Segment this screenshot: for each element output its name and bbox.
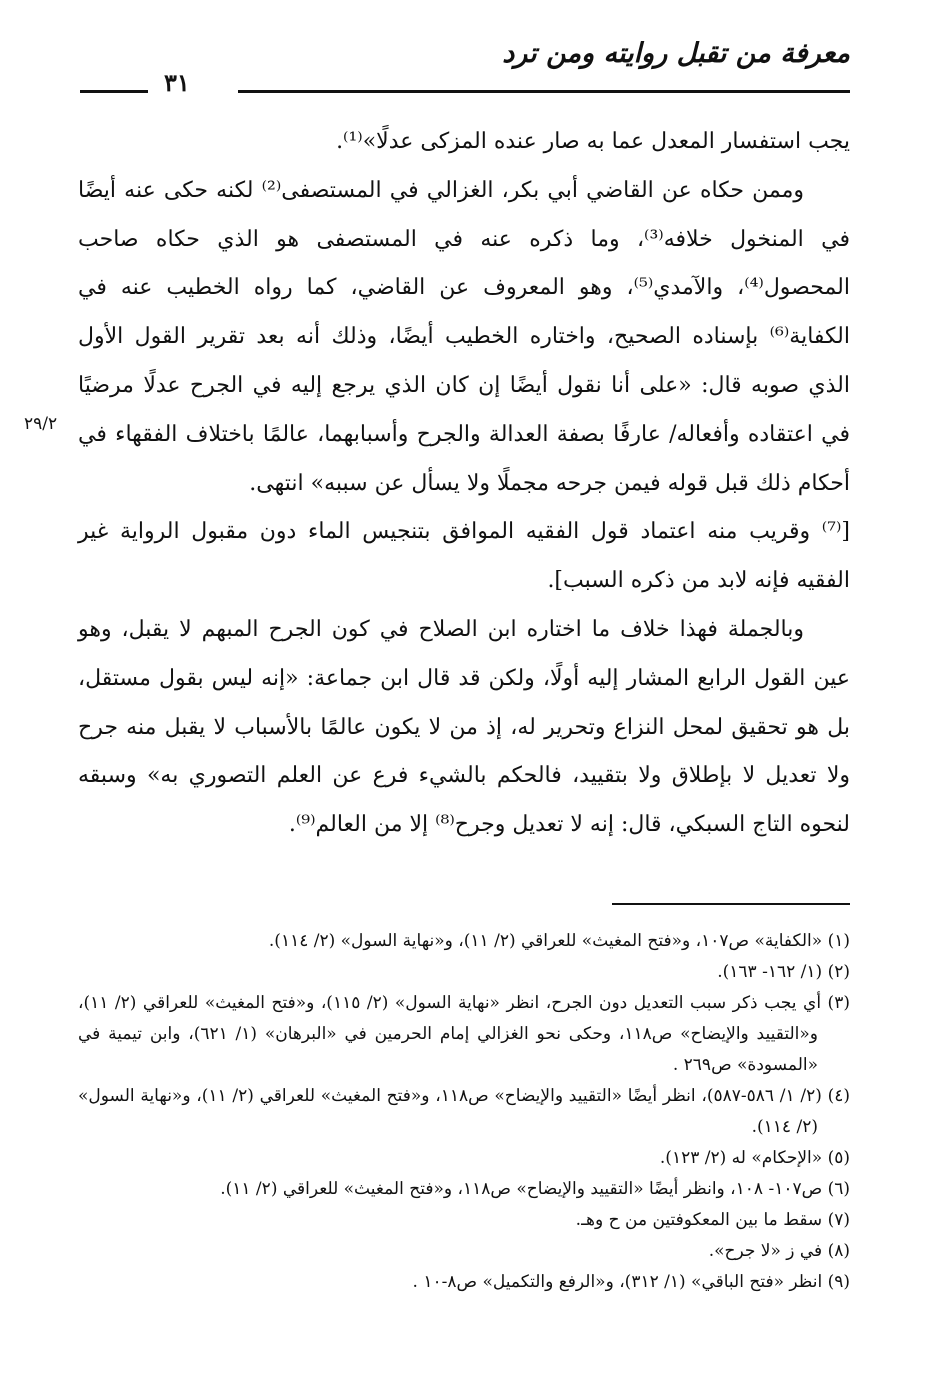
header-rule [238,90,850,93]
manuscript-folio-marker: ٢٩/٢ [24,414,58,434]
footnote: (١) «الكفاية» ص١٠٧، و«فتح المغيث» للعراقي (٢/ ١١)، و«نهاية السول» (٢/ ١١٤). [268,931,850,951]
footnote: (٦) ص١٠٧- ١٠٨، وانظر أيضًا «التقييد والإيضاح» ص١١٨، و«فتح المغيث» للعراقي (٢/ ١١). [220,1179,850,1199]
footnote: (٩) انظر «فتح الباقي» (١/ ٣١٢)، و«الرفع والتكميل» ص٨-١٠ . [412,1272,850,1292]
running-title: معرفة من تقبل روايته ومن ترد [502,38,850,69]
paragraph: يجب استفسار المعدل عما به صار عنده المزكى عدلًا»⁽¹⁾. [336,129,850,154]
footnotes [78,926,850,1298]
paragraph: [⁽⁷⁾ وقريب منه اعتماد قول الفقيه الموافق بتنجيس الماء دون مقبول الرواية غير الفقيه فإنه لابد من ذكره السبب]. [78,519,850,594]
header-rule-left [80,90,148,93]
page-number: ٣١ [164,68,190,97]
paragraph: وممن حكاه عن القاضي أبي بكر، الغزالي في المستصفى⁽²⁾ لكنه حكى عنه أيضًا في المنخول خلافه⁽³⁾، وما ذكره عنه في المستصفى هو الذي حكاه صاحب المحصول⁽⁴⁾، والآمدي⁽⁵⁾، وهو المعروف عن القاضي، كما رواه الخطيب عنه في الكفاية⁽⁶⁾ بإسناده الصحيح، واختاره الخطيب أيضًا، وذلك أنه بعد تقرير القول الأول الذي صوبه قال: «على أنا نقول أيضًا إن كان الذي يرجع إليه في الجرح عدلًا مرضيًا في اعتقاده وأفعاله/ عارفًا بصفة العدالة والجرح وأسبابهما، عالمًا باختلاف الفقهاء في أحكام ذلك قبل قوله فيمن جرحه مجملًا ولا يسأل عن سببه» انتهى. [78,177,850,496]
running-header [78,38,850,100]
footnote: (٤) (٢/ ١/ ٥٨٦-٥٨٧)، انظر أيضًا «التقييد والإيضاح» ص١١٨، و«فتح المغيث» للعراقي (٢/ ١١)، و«نهاية السول» (٢/ ١١٤). [78,1086,851,1137]
footnote: (٥) «الإحكام» له (٢/ ١٢٣). [659,1148,850,1168]
footnote: (٨) في ز «لا جرح». [708,1241,850,1261]
footnote: (٣) أي يجب ذكر سبب التعديل دون الجرح، انظر «نهاية السول» (٢/ ١١٥)، و«فتح المغيث» للعراقي (٢/ ١١)، و«التقييد والإيضاح» ص١١٨، وحكى نحو الغزالي إمام الحرمين في «البرهان» (١/ ٦٢١)، وابن تيمية في «المسودة» ص٢٦٩ . [78,993,850,1075]
main-text [78,118,850,850]
footnote: (٧) سقط ما بين المعكوفتين من ح وهـ. [575,1210,850,1230]
paragraph: وبالجملة فهذا خلاف ما اختاره ابن الصلاح في كون الجرح المبهم لا يقبل، وهو عين القول الرابع المشار إليه أولًا، ولكن قد قال ابن جماعة: «إنه ليس بقول مستقل، بل هو تحقيق لمحل النزاع وتحرير له، إذ من لا يكون عالمًا بالأسباب لا يقبل منه جرح ولا تعديل لا بإطلاق ولا بتقييد، فالحكم بالشيء فرع عن العلم التصوري به» وسبقه لنحوه التاج السبكي، قال: إنه لا تعديل وجرح⁽⁸⁾ إلا من العالم⁽⁹⁾. [78,616,850,838]
footnote: (٢) (١/ ١٦٢- ١٦٣). [717,962,850,982]
footnote-separator [612,903,850,905]
